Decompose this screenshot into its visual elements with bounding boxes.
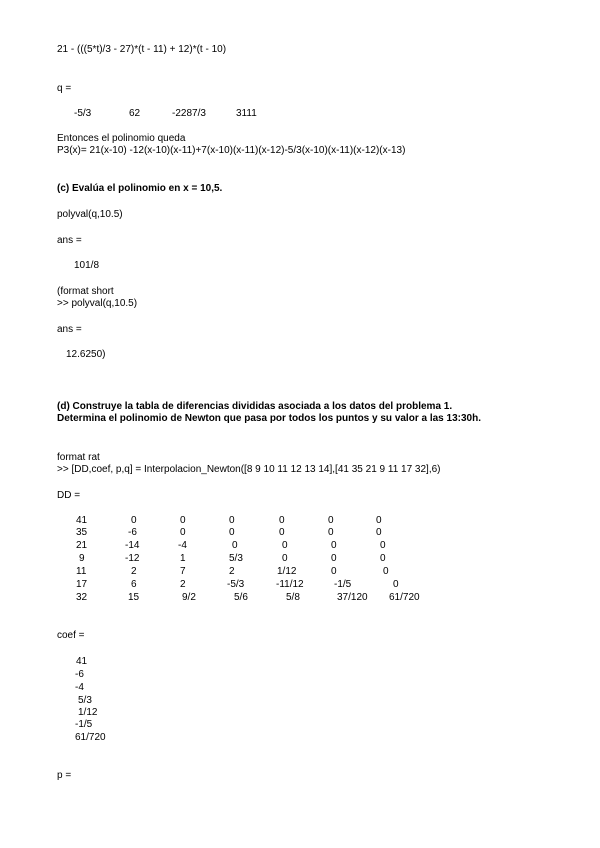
list-item: -1/5 <box>75 719 93 730</box>
p-label: p = <box>57 770 72 781</box>
table-cell: 7 <box>180 566 186 577</box>
table-cell: 37/120 <box>337 592 368 603</box>
q-value: -5/3 <box>74 108 92 119</box>
table-cell: 21 <box>76 540 88 551</box>
table-row <box>0 540 600 552</box>
table-cell: 1 <box>180 553 186 564</box>
q-value: 62 <box>129 108 141 119</box>
table-cell: 0 <box>180 515 186 526</box>
entonces-text: Entonces el polinomio queda <box>57 133 186 144</box>
list-item: 41 <box>76 656 88 667</box>
q-value: 3111 <box>236 108 257 119</box>
list-item: 1/12 <box>78 707 98 718</box>
p3-polynomial: P3(x)= 21(x-10) -12(x-10)(x-11)+7(x-10)(x-11)(x-12)-5/3(x-10)(x-11)(x-12)(x-13) <box>57 145 406 156</box>
q-value: -2287/3 <box>172 108 206 119</box>
table-cell: 0 <box>232 540 238 551</box>
ans-value-2: 12.6250) <box>66 349 106 360</box>
table-row <box>0 592 600 604</box>
table-cell: 41 <box>76 515 88 526</box>
table-cell: 0 <box>328 527 334 538</box>
table-cell: 6 <box>131 579 137 590</box>
table-cell: -4 <box>178 540 187 551</box>
table-cell: 11 <box>76 566 87 577</box>
table-cell: 5/8 <box>286 592 300 603</box>
table-cell: -11/12 <box>276 579 304 590</box>
list-item: -6 <box>75 669 84 680</box>
table-cell: 0 <box>376 527 382 538</box>
polyval-command: polyval(q,10.5) <box>57 209 123 220</box>
table-row <box>0 553 600 565</box>
expression-line: 21 - (((5*t)/3 - 27)*(t - 11) + 12)*(t - 10) <box>57 44 227 55</box>
table-cell: 5/6 <box>234 592 248 603</box>
table-cell: 9/2 <box>182 592 196 603</box>
table-cell: 0 <box>380 540 386 551</box>
table-cell: 2 <box>180 579 186 590</box>
table-cell: 1/12 <box>277 566 297 577</box>
table-cell: 0 <box>229 515 235 526</box>
format-rat-command: format rat <box>57 452 100 463</box>
table-cell: 0 <box>331 566 337 577</box>
ans-value: 101/8 <box>74 260 100 271</box>
table-cell: 32 <box>76 592 88 603</box>
format-short-text: (format short <box>57 286 114 297</box>
dd-label: DD = <box>57 490 81 501</box>
table-cell: -14 <box>125 540 140 551</box>
table-cell: -12 <box>125 553 140 564</box>
table-cell: 0 <box>328 515 334 526</box>
table-cell: 61/720 <box>389 592 420 603</box>
polyval-command-2: >> polyval(q,10.5) <box>57 298 138 309</box>
table-cell: 5/3 <box>229 553 243 564</box>
table-cell: 9 <box>79 553 85 564</box>
list-item: 5/3 <box>78 695 92 706</box>
table-cell: 0 <box>279 515 285 526</box>
table-cell: 0 <box>279 527 285 538</box>
table-cell: -6 <box>128 527 137 538</box>
table-cell: 0 <box>383 566 389 577</box>
ans-label: ans = <box>57 235 82 246</box>
ans-label-2: ans = <box>57 324 82 335</box>
table-cell: 0 <box>282 540 288 551</box>
list-item: -4 <box>75 682 84 693</box>
table-cell: 35 <box>76 527 88 538</box>
q-label: q = <box>57 83 72 94</box>
table-cell: 0 <box>376 515 382 526</box>
table-cell: 0 <box>131 515 137 526</box>
table-cell: 15 <box>128 592 140 603</box>
table-cell: 2 <box>229 566 235 577</box>
table-cell: -5/3 <box>227 579 245 590</box>
table-row <box>0 515 600 527</box>
table-cell: 0 <box>180 527 186 538</box>
heading-c: (c) Evalúa el polinomio en x = 10,5. <box>57 183 223 194</box>
list-item: 61/720 <box>75 732 106 743</box>
table-row <box>0 527 600 539</box>
table-cell: 0 <box>229 527 235 538</box>
table-row <box>0 579 600 591</box>
table-cell: 17 <box>76 579 88 590</box>
table-cell: 2 <box>131 566 137 577</box>
coef-label: coef = <box>57 630 85 641</box>
heading-d-line-2: Determina el polinomio de Newton que pasa por todos los puntos y su valor a las 13:30h. <box>57 413 481 424</box>
q-values-row <box>0 108 600 120</box>
table-cell: 0 <box>380 553 386 564</box>
heading-d-line-1: (d) Construye la tabla de diferencias divididas asociada a los datos del problema 1. <box>57 401 453 412</box>
table-cell: -1/5 <box>334 579 352 590</box>
table-cell: 0 <box>282 553 288 564</box>
table-cell: 0 <box>393 579 399 590</box>
newton-command: >> [DD,coef, p,q] = Interpolacion_Newton([8 9 10 11 12 13 14],[41 35 21 9 11 17 32],6) <box>57 464 441 475</box>
table-cell: 0 <box>331 540 337 551</box>
table-cell: 0 <box>331 553 337 564</box>
table-row <box>0 566 600 578</box>
